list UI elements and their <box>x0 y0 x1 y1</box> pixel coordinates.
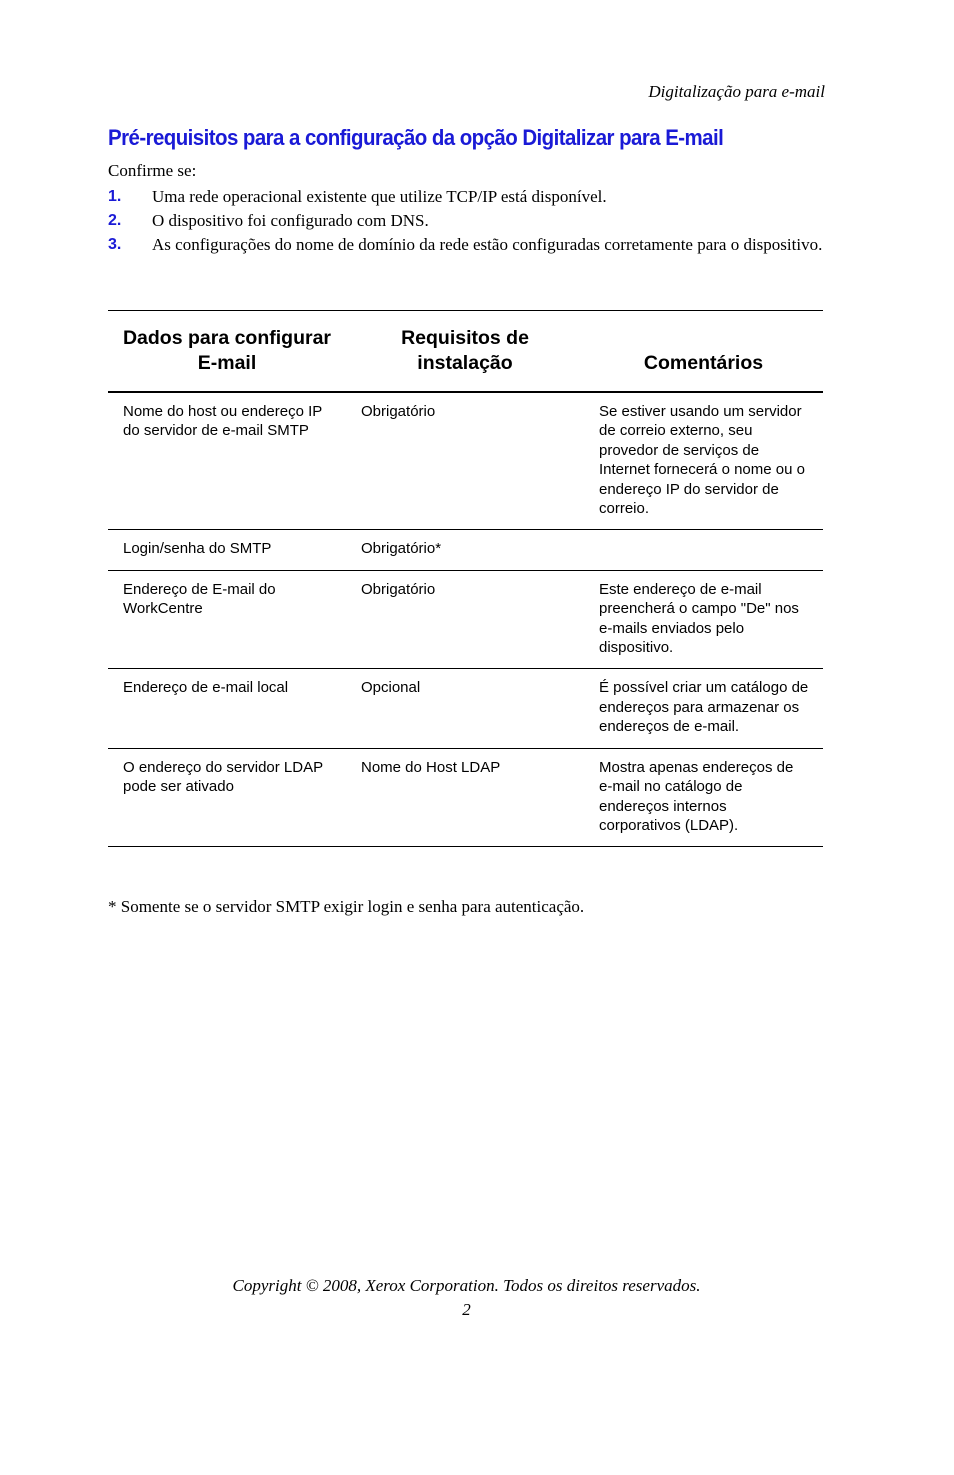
table-row <box>108 392 823 530</box>
page-number: 2 <box>462 1300 471 1319</box>
table-cell: Obrigatório <box>346 392 584 530</box>
step-text: O dispositivo foi configurado com DNS. <box>152 211 429 230</box>
table-cell: Endereço de E-mail do WorkCentre <box>108 570 346 669</box>
section-title: Pré-requisitos para a configuração da opção Digitalizar para E-mail <box>108 125 724 150</box>
step-number: 2. <box>108 212 122 229</box>
table-cell: Nome do host ou endereço IP do servidor de e-mail SMTP <box>108 392 346 530</box>
table-cell: É possível criar um catálogo de endereços para armazenar os endereços de e-mail. <box>584 669 823 748</box>
table-cell: Endereço de e-mail local <box>108 669 346 748</box>
table-cell: Opcional <box>346 669 584 748</box>
list-item <box>108 209 824 233</box>
table-cell: Este endereço de e-mail preencherá o campo "De" nos e-mails enviados pelo dispositivo. <box>584 570 823 669</box>
table-cell: Se estiver usando um servidor de correio externo, seu provedor de serviços de Internet fornecerá o nome ou o endereço IP do servidor de correio. <box>584 392 823 530</box>
table-cell: Obrigatório <box>346 570 584 669</box>
table-row <box>108 570 823 669</box>
list-item <box>108 233 824 257</box>
table-row <box>108 669 823 748</box>
prerequisite-list <box>108 185 824 257</box>
running-header: Digitalização para e-mail <box>648 82 825 101</box>
footnote: * Somente se o servidor SMTP exigir login e senha para autenticação. <box>108 897 585 916</box>
table-cell: Login/senha do SMTP <box>108 530 346 570</box>
column-header-comments: Comentários <box>584 311 823 393</box>
table-cell: O endereço do servidor LDAP pode ser ativado <box>108 748 346 847</box>
column-header-requirements: Requisitos de instalação <box>346 311 584 393</box>
table-cell: Nome do Host LDAP <box>346 748 584 847</box>
table-row <box>108 748 823 847</box>
column-header-data: Dados para configurar E-mail <box>108 311 346 393</box>
copyright-notice: Copyright © 2008, Xerox Corporation. Todos os direitos reservados. <box>232 1276 701 1295</box>
step-number: 3. <box>108 236 122 253</box>
step-number: 1. <box>108 188 122 205</box>
step-text: Uma rede operacional existente que utilize TCP/IP está disponível. <box>152 187 607 206</box>
table-header-row <box>108 311 823 393</box>
table-cell: Obrigatório* <box>346 530 584 570</box>
list-item <box>108 185 824 209</box>
intro-text: Confirme se: <box>108 161 197 180</box>
requirements-table <box>108 310 823 847</box>
step-text: As configurações do nome de domínio da rede estão configuradas corretamente para o dispositivo. <box>152 235 823 254</box>
table-cell: Mostra apenas endereços de e-mail no catálogo de endereços internos corporativos (LDAP). <box>584 748 823 847</box>
table-row <box>108 530 823 570</box>
table-cell <box>584 530 823 570</box>
